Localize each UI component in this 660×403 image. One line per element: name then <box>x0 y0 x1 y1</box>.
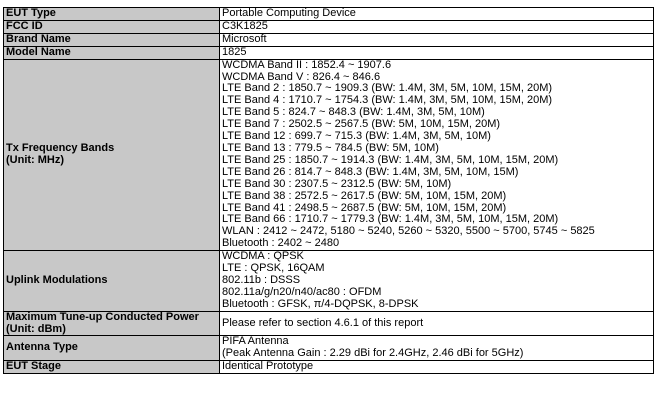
model-name-label: Model Name <box>4 46 220 59</box>
brand-name-label: Brand Name <box>4 33 220 46</box>
table-row-max-tuneup-power <box>4 311 654 336</box>
antenna-type-value <box>220 336 654 361</box>
tx-band-line: LTE Band 38 : 2572.5 ~ 2617.5 (BW: 5M, 10M, 15M, 20M) <box>222 189 507 202</box>
fcc-id-value: C3K1825 <box>220 20 654 33</box>
fcc-id-label: FCC ID <box>4 20 220 33</box>
table-row-antenna-type <box>4 336 654 361</box>
max-power-label-title: Maximum Tune-up Conducted Power <box>6 310 199 323</box>
eut-spec-sheet <box>3 7 653 374</box>
eut-stage-label: EUT Stage <box>4 361 220 374</box>
tx-bands-label-title: Tx Frequency Bands <box>6 141 115 154</box>
eut-stage-value: Identical Prototype <box>220 361 654 374</box>
table-row-model-name <box>4 46 654 59</box>
tx-bands-label <box>4 59 220 251</box>
tx-bands-label-unit: (Unit: MHz) <box>6 153 65 166</box>
antenna-type-label: Antenna Type <box>4 336 220 361</box>
tx-band-line: LTE Band 66 : 1710.7 ~ 1779.3 (BW: 1.4M, 3M, 5M, 10M, 15M, 20M) <box>222 213 559 226</box>
uplink-value <box>220 251 654 312</box>
uplink-line: 802.11b : DSSS <box>222 273 301 286</box>
tx-band-line: WCDMA Band II : 1852.4 ~ 1907.6 <box>222 58 392 71</box>
eut-spec-table <box>3 7 654 374</box>
table-row-brand-name <box>4 33 654 46</box>
uplink-line: 802.11a/g/n20/n40/ac80 : OFDM <box>222 285 382 298</box>
table-row-fcc-id <box>4 20 654 33</box>
antenna-gain-line: (Peak Antenna Gain : 2.29 dBi for 2.4GHz, 2.46 dBi for 5GHz) <box>222 347 524 360</box>
tx-band-line: LTE Band 12 : 699.7 ~ 715.3 (BW: 1.4M, 3M, 5M, 10M) <box>222 130 491 143</box>
tx-band-line: WCDMA Band V : 826.4 ~ 846.6 <box>222 70 381 83</box>
model-name-value: 1825 <box>220 46 654 59</box>
tx-band-line: LTE Band 7 : 2502.5 ~ 2567.5 (BW: 5M, 10M, 15M, 20M) <box>222 118 501 131</box>
uplink-label: Uplink Modulations <box>4 251 220 312</box>
uplink-line: LTE : QPSK, 16QAM <box>222 262 325 275</box>
table-row-eut-type <box>4 8 654 21</box>
max-power-label <box>4 311 220 336</box>
tx-band-line: LTE Band 2 : 1850.7 ~ 1909.3 (BW: 1.4M, 3M, 5M, 10M, 15M, 20M) <box>222 82 553 95</box>
tx-bands-value <box>220 59 654 251</box>
tx-band-line: Bluetooth : 2402 ~ 2480 <box>222 237 340 250</box>
tx-band-line: LTE Band 41 : 2498.5 ~ 2687.5 (BW: 5M, 10M, 15M, 20M) <box>222 201 507 214</box>
tx-band-line: LTE Band 25 : 1850.7 ~ 1914.3 (BW: 1.4M, 3M, 5M, 10M, 15M, 20M) <box>222 153 559 166</box>
table-row-tx-frequency-bands <box>4 59 654 251</box>
max-power-label-unit: (Unit: dBm) <box>6 322 66 335</box>
tx-band-line: LTE Band 5 : 824.7 ~ 848.3 (BW: 1.4M, 3M, 5M, 10M) <box>222 106 485 119</box>
eut-type-value: Portable Computing Device <box>220 8 654 21</box>
tx-band-line: LTE Band 26 : 814.7 ~ 848.3 (BW: 1.4M, 3M, 5M, 10M, 15M) <box>222 165 519 178</box>
eut-type-label: EUT Type <box>4 8 220 21</box>
tx-band-line: LTE Band 4 : 1710.7 ~ 1754.3 (BW: 1.4M, 3M, 5M, 10M, 15M, 20M) <box>222 94 553 107</box>
tx-band-line: WLAN : 2412 ~ 2472, 5180 ~ 5240, 5260 ~ 5320, 5500 ~ 5700, 5745 ~ 5825 <box>222 225 595 238</box>
table-row-eut-stage <box>4 361 654 374</box>
uplink-line: Bluetooth : GFSK, π/4-DQPSK, 8-DPSK <box>222 297 419 310</box>
table-row-uplink-modulations <box>4 251 654 312</box>
max-power-value: Please refer to section 4.6.1 of this report <box>220 311 654 336</box>
tx-band-line: LTE Band 13 : 779.5 ~ 784.5 (BW: 5M, 10M) <box>222 141 439 154</box>
tx-band-line: LTE Band 30 : 2307.5 ~ 2312.5 (BW: 5M, 10M) <box>222 177 452 190</box>
antenna-type-line: PIFA Antenna <box>222 335 289 348</box>
uplink-line: WCDMA : QPSK <box>222 250 304 263</box>
brand-name-value: Microsoft <box>220 33 654 46</box>
